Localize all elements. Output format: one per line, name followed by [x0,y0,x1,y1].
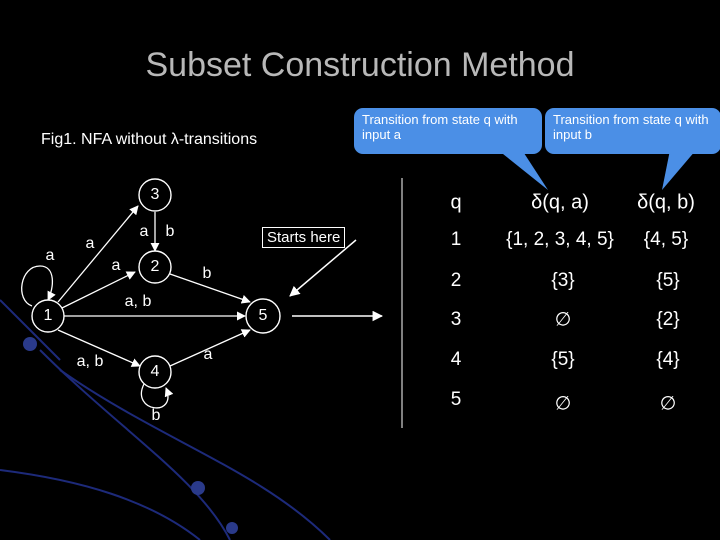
table-cell: ∅ [554,309,572,331]
state-1-label: 1 [43,307,53,324]
table-cell: 2 [450,270,462,291]
edge-label-2-5: b [202,265,212,282]
edge-1-3 [58,206,138,302]
start-label: Starts here [262,227,345,248]
edge-label-1-2: a [111,257,121,274]
edge-label-4-5: a [203,346,213,363]
start-arrow [290,240,356,296]
table-cell: {4} [656,349,680,370]
figure-caption: Fig1. NFA without λ-transitions [41,131,258,148]
edge-label-3-2-b: b [165,223,175,240]
state-5-label: 5 [258,307,268,324]
table-header-q: q [450,191,462,214]
state-4-label: 4 [150,363,160,380]
table-cell: {3} [551,270,575,291]
table-header-delta-a: δ(q, a) [531,191,589,214]
edge-label-loop-1: a [45,247,55,264]
state-3-label: 3 [150,186,160,203]
table-cell: {5} [551,349,575,370]
table-header-delta-b: δ(q, b) [637,191,695,214]
callout-pointer-a [498,150,548,190]
callout-input-b: Transition from state q with input b [545,108,720,154]
table-cell: {4, 5} [643,229,689,250]
callout-pointer-b [662,150,696,190]
table-cell: 3 [450,309,462,330]
edge-label-1-3: a [85,235,95,252]
table-cell: 4 [450,349,462,370]
table-cell: {2} [656,309,680,330]
table-cell: 5 [450,389,462,410]
edge-label-loop-4: b [151,407,161,424]
slide-title: Subset Construction Method [145,46,575,84]
table-cell: {1, 2, 3, 4, 5} [506,229,614,250]
edge-label-1-5: a, b [124,293,152,310]
state-2-label: 2 [150,258,160,275]
callout-input-a: Transition from state q with input a [354,108,542,154]
table-cell: 1 [450,229,462,250]
table-cell: {5} [656,270,680,291]
table-cell: ∅ [659,393,677,415]
table-cell: ∅ [554,393,572,415]
edge-label-1-4: a, b [76,353,104,370]
edge-label-3-2-a: a [139,223,149,240]
